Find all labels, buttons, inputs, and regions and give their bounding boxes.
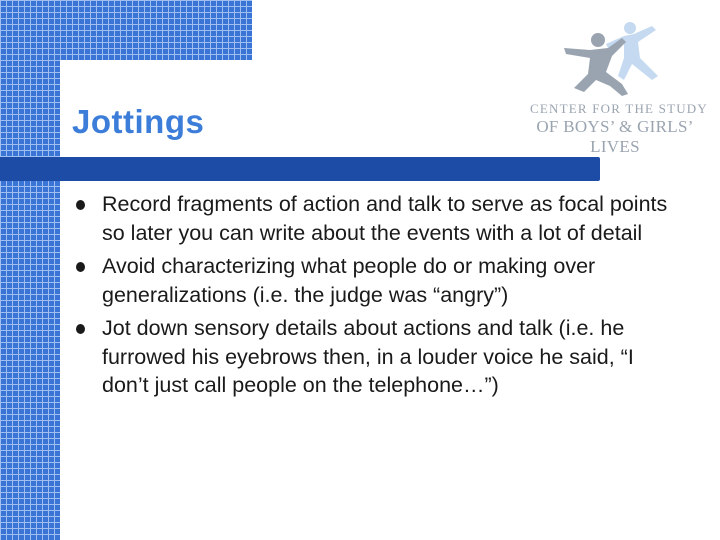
slide-title: Jottings [72,103,205,140]
bullet-text: Jot down sensory details about actions and talk (i.e. he furrowed his eyebrows then, in a louder voice he said, “I don’t just call people on the telephone…”) [102,316,634,397]
bullet-list [73,190,673,405]
logo-text-line2: OF BOYS’ & GIRLS’ LIVES [536,117,694,156]
list-item [73,190,673,247]
bullet-icon [76,200,85,210]
bullet-icon [76,324,85,334]
list-item [73,314,673,400]
decorative-grid-left [0,0,60,540]
bullet-text: Record fragments of action and talk to serve as focal points so later you can write about the events with a lot of detail [102,192,668,245]
decorative-grid-top [60,0,252,60]
title-underline-bar [0,157,600,181]
logo-text-line1: CENTER FOR THE STUDY [530,101,708,116]
bullet-text: Avoid characterizing what people do or making over generalizations (i.e. the judge was “angry”) [102,254,596,307]
list-item [73,252,673,309]
bullet-icon [76,262,85,272]
